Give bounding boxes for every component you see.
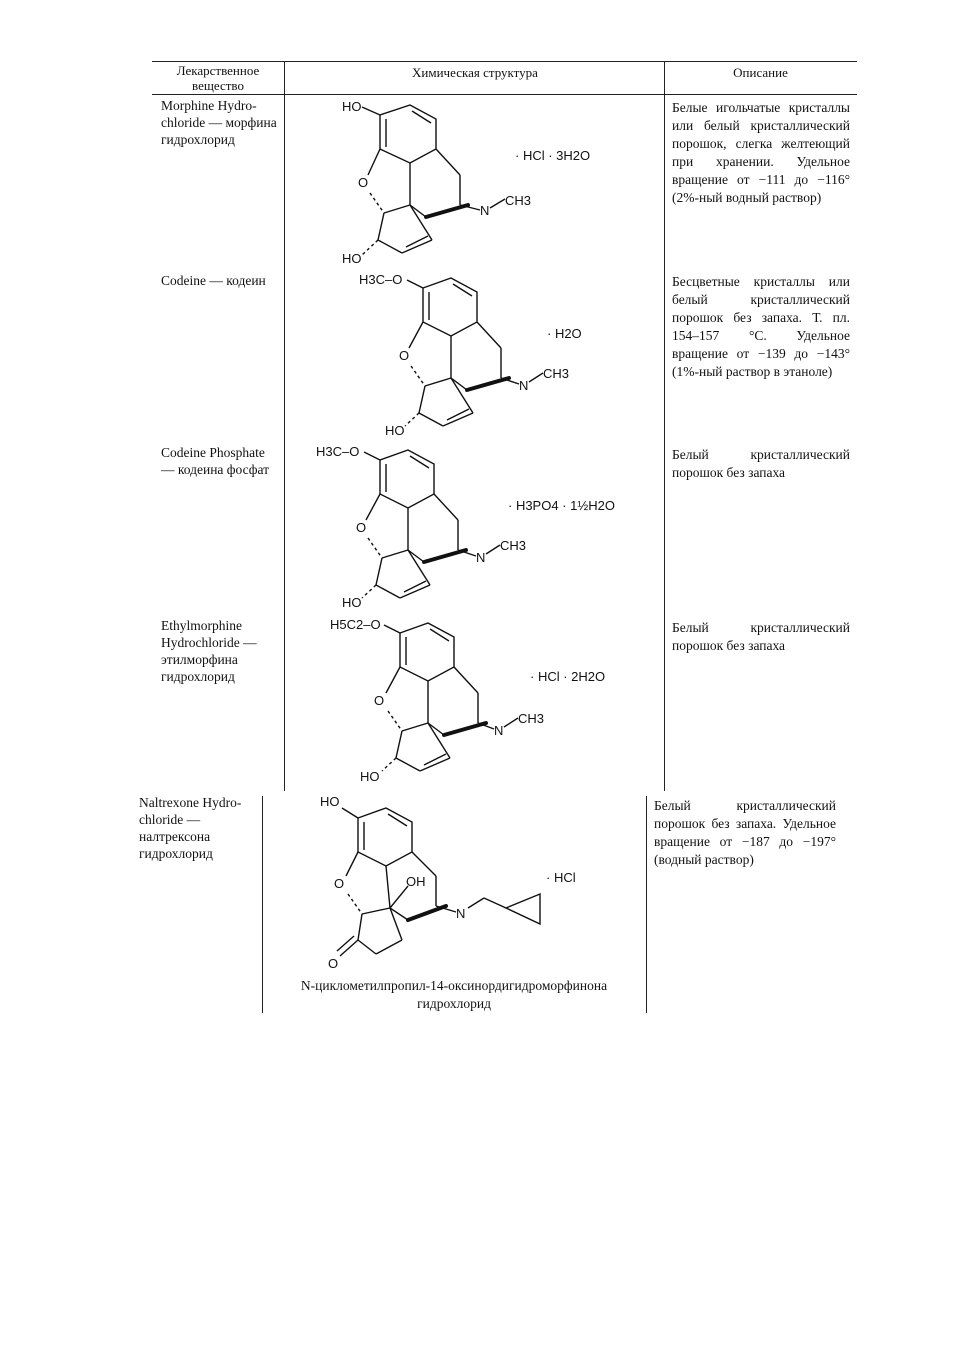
- struct-1-ring-o: O: [358, 175, 369, 190]
- row-5-name: Naltrexone Hydro-chloride — налтрексона гидрохлорид: [139, 795, 242, 861]
- naltrexone-structure: [318, 790, 638, 975]
- struct-3-n: N: [476, 550, 486, 565]
- struct-1-top-label: HO: [342, 99, 362, 114]
- codeine-structure: [355, 268, 660, 443]
- naltrexone-caption: N-циклометилпропил-14-оксинордигидроморфинона гидрохлорид: [300, 978, 608, 1011]
- struct-4-salt: · HCl · 2H2O: [530, 669, 606, 684]
- struct-3-ring-o: O: [356, 520, 367, 535]
- struct-2-bottom-label: HO: [385, 423, 405, 438]
- struct-3-bottom-label: HO: [342, 595, 362, 610]
- struct-2-salt: · H2O: [547, 326, 582, 341]
- struct-1-salt: · HCl · 3H2O: [515, 148, 591, 163]
- codeine-phosphate-structure: [312, 440, 657, 615]
- col-divider-1: [284, 61, 285, 791]
- row-3-name: Codeine Phosphate — кодеина фосфат: [161, 445, 270, 477]
- row-1-description: Белые игольчатые кристаллы или белый кристаллический порошок, слегка желтеющий при хранении. Удельное вращение от −111 до −116° (2%-ный водный раствор): [672, 100, 850, 205]
- header-structure: Химическая структура: [412, 65, 538, 80]
- row-2-description: Бесцветные кристаллы или белый кристаллический порошок без запаха. Т. пл. 154–157 °С. Удельное вращение от −139 до −143° (1%-ный раствор в этаноле): [672, 274, 850, 379]
- struct-1-n: N: [480, 203, 490, 218]
- row-5-description: Белый кристаллический порошок без запаха. Удельное вращение от −187 до −197° (водный раствор): [654, 798, 836, 867]
- struct-2-n: N: [519, 378, 529, 393]
- ethylmorphine-structure: [328, 613, 658, 788]
- struct-1-methyl: CH3: [505, 193, 532, 208]
- struct-3-top-label: H3C–O: [316, 444, 360, 459]
- row-1-name: Morphine Hydro-chloride — морфина гидрохлорид: [161, 98, 277, 147]
- struct-5-ring-o: O: [334, 876, 345, 891]
- struct-3-salt: · H3PO4 · 1½H2O: [508, 498, 615, 513]
- col-divider-2: [664, 61, 665, 791]
- morphine-structure: [320, 95, 650, 270]
- row-4-description: Белый кристаллический порошок без запаха: [672, 620, 850, 653]
- struct-4-methyl: CH3: [518, 711, 545, 726]
- row-3-description: Белый кристаллический порошок без запаха: [672, 447, 850, 480]
- struct-4-top-label: H5C2–O: [330, 617, 381, 632]
- col-divider-4: [646, 796, 647, 1013]
- struct-5-bottom-label: O: [328, 956, 339, 971]
- struct-3-methyl: CH3: [500, 538, 527, 553]
- struct-5-salt: · HCl: [546, 870, 576, 885]
- col-divider-3: [262, 796, 263, 1013]
- struct-4-ring-o: O: [374, 693, 385, 708]
- row-2-name: Codeine — кодеин: [161, 273, 266, 288]
- header-description: Описание: [733, 65, 788, 80]
- struct-4-n: N: [494, 723, 504, 738]
- struct-4-bottom-label: HO: [360, 769, 380, 784]
- table-top-rule: [152, 61, 857, 62]
- struct-2-top-label: H3C–O: [359, 272, 403, 287]
- struct-1-bottom-label: HO: [342, 251, 362, 266]
- struct-5-oh: OH: [406, 874, 426, 889]
- struct-5-top-label: HO: [320, 794, 340, 809]
- row-4-name: Ethylmorphine Hydrochloride — этилморфина гидрохлорид: [161, 618, 257, 684]
- struct-2-ring-o: O: [399, 348, 410, 363]
- header-substance: Лекарственное вещество: [176, 63, 260, 93]
- struct-2-methyl: CH3: [543, 366, 570, 381]
- struct-5-n: N: [456, 906, 466, 921]
